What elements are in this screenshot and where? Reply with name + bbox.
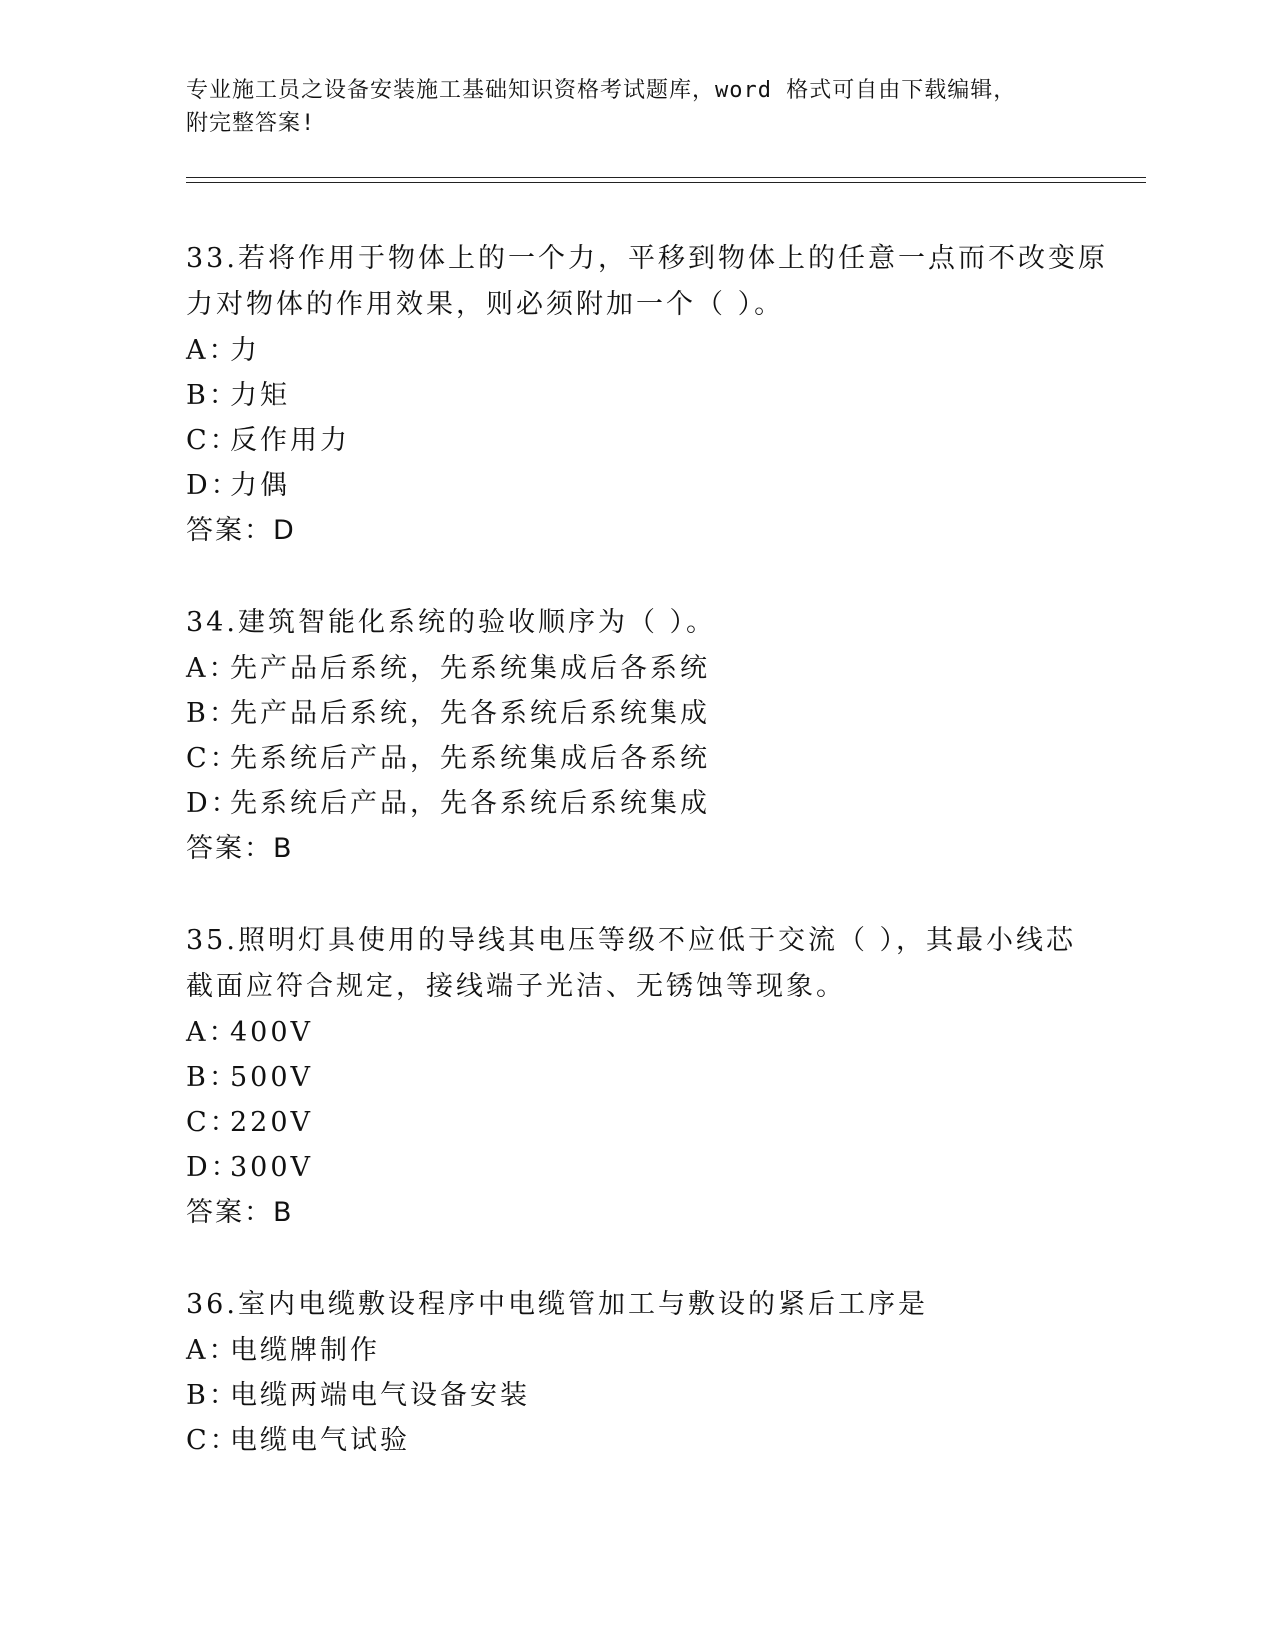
- question-text-line: 35.照明灯具使用的导线其电压等级不应低于交流（ ），其最小线芯: [186, 925, 1077, 956]
- option-text: 500V: [230, 1062, 314, 1093]
- option-d: [186, 781, 1086, 826]
- question-35: [186, 918, 1086, 1236]
- option-key: A：: [186, 335, 239, 366]
- option-a: [186, 646, 1086, 691]
- option-text: 电缆电气试验: [230, 1425, 410, 1456]
- question-text-line: 力对物体的作用效果，则必须附加一个（ ）。: [186, 289, 785, 320]
- option-d: [186, 463, 1086, 508]
- option-d: [186, 1145, 1086, 1190]
- answer-line: 答案：D: [186, 515, 296, 546]
- option-a: [186, 328, 1086, 373]
- option-key: C：: [186, 1425, 240, 1456]
- question-text: [186, 1282, 1086, 1328]
- option-b: [186, 373, 1086, 418]
- question-list: [186, 236, 1108, 1509]
- question-text-line: 34.建筑智能化系统的验收顺序为（ ）。: [186, 607, 717, 638]
- question-text: [186, 918, 1086, 1010]
- option-text: 先系统后产品，先系统集成后各系统: [230, 743, 710, 774]
- document-header: [186, 74, 1146, 140]
- question-text-line: 36.室内电缆敷设程序中电缆管加工与敷设的紧后工序是: [186, 1289, 928, 1320]
- header-title-line-2: 附完整答案!: [186, 111, 316, 136]
- header-divider-bottom: [186, 182, 1146, 183]
- option-key: B：: [186, 1062, 239, 1093]
- option-text: 先产品后系统，先各系统后系统集成: [230, 698, 710, 729]
- option-b: [186, 1055, 1086, 1100]
- option-key: B：: [186, 1380, 239, 1411]
- option-key: B：: [186, 380, 239, 411]
- header-title-line-1: 专业施工员之设备安装施工基础知识资格考试题库，word 格式可自由下载编辑，: [186, 78, 1017, 103]
- option-key: A：: [186, 653, 239, 684]
- option-key: A：: [186, 1335, 239, 1366]
- answer-line: 答案：B: [186, 1197, 294, 1228]
- option-a: [186, 1328, 1086, 1373]
- option-text: 力矩: [230, 380, 290, 411]
- option-text: 电缆两端电气设备安装: [230, 1380, 530, 1411]
- option-c: [186, 1418, 1086, 1463]
- header-divider-top: [186, 177, 1146, 178]
- question-text: [186, 236, 1108, 328]
- question-text-line: 33.若将作用于物体上的一个力，平移到物体上的任意一点而不改变原: [186, 243, 1108, 274]
- question-text: [186, 600, 1086, 646]
- option-text: 300V: [230, 1152, 314, 1183]
- option-b: [186, 691, 1086, 736]
- question-text-line: 截面应符合规定，接线端子光洁、无锈蚀等现象。: [186, 971, 846, 1002]
- question-36: [186, 1282, 1086, 1463]
- option-text: 力偶: [230, 470, 290, 501]
- option-text: 先产品后系统，先系统集成后各系统: [230, 653, 710, 684]
- option-key: B：: [186, 698, 239, 729]
- option-key: C：: [186, 425, 240, 456]
- option-text: 400V: [230, 1017, 314, 1048]
- option-key: C：: [186, 743, 240, 774]
- option-a: [186, 1010, 1086, 1055]
- option-text: 力: [230, 335, 260, 366]
- option-b: [186, 1373, 1086, 1418]
- question-34: [186, 600, 1086, 872]
- option-text: 先系统后产品，先各系统后系统集成: [230, 788, 710, 819]
- option-key: C：: [186, 1107, 240, 1138]
- question-33: [186, 236, 1108, 554]
- option-key: D：: [186, 1152, 241, 1183]
- option-key: D：: [186, 470, 241, 501]
- option-key: A：: [186, 1017, 239, 1048]
- option-text: 反作用力: [230, 425, 350, 456]
- option-c: [186, 1100, 1086, 1145]
- option-key: D：: [186, 788, 241, 819]
- answer-line: 答案：B: [186, 833, 294, 864]
- option-text: 220V: [230, 1107, 314, 1138]
- option-c: [186, 418, 1086, 463]
- option-c: [186, 736, 1086, 781]
- option-text: 电缆牌制作: [230, 1335, 380, 1366]
